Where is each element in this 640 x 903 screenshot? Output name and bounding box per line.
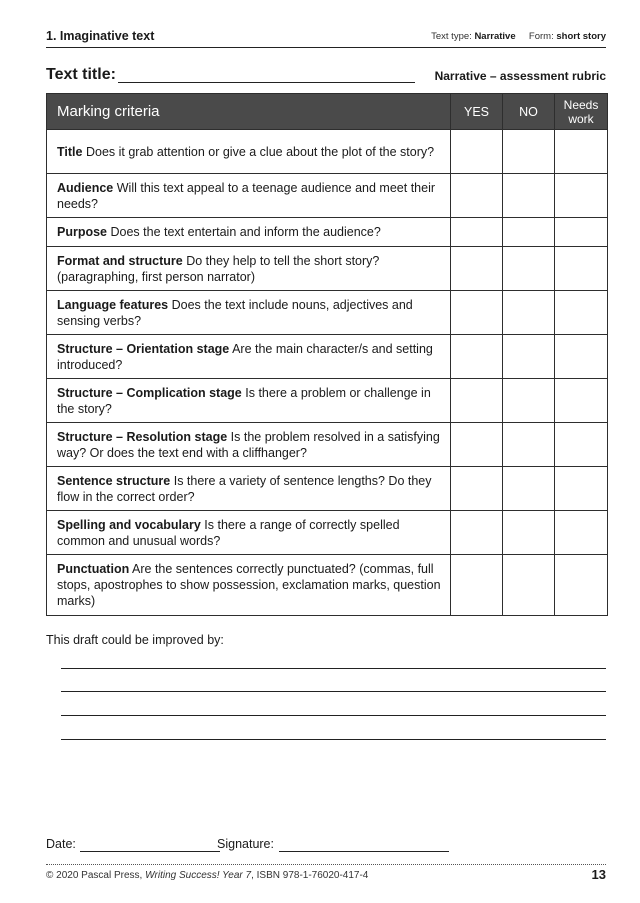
criterion-text: Is there a variety of sentence lengths? Do they flow in the correct order?	[57, 473, 432, 504]
no-checkbox[interactable]	[503, 291, 555, 335]
text-title-line[interactable]	[118, 82, 415, 83]
yes-checkbox[interactable]	[451, 130, 503, 174]
no-checkbox[interactable]	[503, 423, 555, 467]
no-checkbox[interactable]	[503, 555, 555, 616]
needs-work-checkbox[interactable]	[555, 218, 608, 247]
criterion-cell	[47, 174, 451, 218]
table-row	[47, 511, 608, 555]
criterion-label: Format and structure	[57, 253, 183, 268]
copyright-prefix: © 2020 Pascal Press,	[46, 870, 143, 881]
needs-work-checkbox[interactable]	[555, 511, 608, 555]
improvement-line-1[interactable]	[61, 668, 606, 669]
section-title: 1. Imaginative text	[46, 29, 155, 43]
criterion-cell	[47, 423, 451, 467]
signature-line[interactable]	[279, 851, 449, 852]
text-title-label: Text title:	[46, 66, 116, 83]
criterion-cell	[47, 130, 451, 174]
yes-checkbox[interactable]	[451, 555, 503, 616]
criterion-label: Audience	[57, 180, 114, 195]
criterion-cell	[47, 247, 451, 291]
no-checkbox[interactable]	[503, 174, 555, 218]
criterion-label: Purpose	[57, 225, 108, 239]
yes-checkbox[interactable]	[451, 291, 503, 335]
criterion-text: Are the main character/s and setting introduced?	[57, 341, 433, 372]
yes-checkbox[interactable]	[451, 218, 503, 247]
table-row	[47, 174, 608, 218]
criterion-label: Title	[57, 144, 83, 159]
needs-work-checkbox[interactable]	[555, 291, 608, 335]
no-checkbox[interactable]	[503, 130, 555, 174]
table-row	[47, 467, 608, 511]
needs-work-checkbox[interactable]	[555, 247, 608, 291]
criterion-label: Structure – Orientation stage	[57, 341, 230, 356]
no-checkbox[interactable]	[503, 379, 555, 423]
book-title: Writing Success! Year 7	[145, 870, 252, 881]
criterion-cell	[47, 555, 451, 616]
date-line[interactable]	[80, 851, 220, 852]
needs-work-checkbox[interactable]	[555, 467, 608, 511]
criterion-text: Will this text appeal to a teenage audience and meet their needs?	[57, 180, 436, 211]
yes-checkbox[interactable]	[451, 511, 503, 555]
criterion-text: Is there a problem or challenge in the story?	[57, 385, 431, 416]
criterion-label: Structure – Complication stage	[57, 385, 242, 400]
table-row	[47, 555, 608, 616]
form-value: short story	[556, 31, 606, 42]
yes-checkbox[interactable]	[451, 467, 503, 511]
improve-label: This draft could be improved by:	[46, 633, 224, 647]
needs-work-checkbox[interactable]	[555, 423, 608, 467]
footer-divider	[46, 864, 606, 865]
yes-checkbox[interactable]	[451, 247, 503, 291]
no-checkbox[interactable]	[503, 467, 555, 511]
yes-checkbox[interactable]	[451, 174, 503, 218]
criterion-cell	[47, 218, 451, 247]
page-header	[46, 27, 606, 48]
needs-work-checkbox[interactable]	[555, 555, 608, 616]
criterion-cell	[47, 511, 451, 555]
criterion-cell	[47, 467, 451, 511]
criterion-text: Is the problem resolved in a satisfying way? Or does the text end with a cliffhanger?	[57, 429, 440, 460]
date-label: Date:	[46, 837, 76, 851]
criterion-text: Is there a range of correctly spelled common and unusual words?	[57, 517, 400, 548]
text-type-value: Narrative	[474, 31, 516, 42]
criterion-label: Spelling and vocabulary	[57, 517, 201, 532]
improvement-line-2[interactable]	[61, 691, 606, 692]
page-number: 13	[591, 867, 606, 882]
criterion-text: Does the text include nouns, adjectives and sensing verbs?	[57, 297, 413, 328]
criterion-text: Do they help to tell the short story? (paragraphing, first person narrator)	[57, 253, 380, 284]
yes-checkbox[interactable]	[451, 423, 503, 467]
signature-label: Signature:	[217, 837, 274, 851]
text-type-meta	[431, 31, 606, 42]
criterion-label: Structure – Resolution stage	[57, 429, 228, 444]
criterion-cell	[47, 335, 451, 379]
criterion-text: Does the text entertain and inform the audience?	[110, 225, 381, 239]
needs-work-checkbox[interactable]	[555, 130, 608, 174]
header-needs-line1: Needs	[563, 97, 599, 112]
title-row	[46, 66, 606, 88]
table-row	[47, 379, 608, 423]
table-row	[47, 247, 608, 291]
no-checkbox[interactable]	[503, 218, 555, 247]
isbn-text: , ISBN 978-1-76020-417-4	[251, 870, 369, 881]
table-row	[47, 130, 608, 174]
text-type-label: Text type:	[431, 31, 472, 42]
criterion-cell	[47, 291, 451, 335]
improvement-line-3[interactable]	[61, 715, 606, 716]
criterion-text: Does it grab attention or give a clue about the plot of the story?	[85, 144, 435, 159]
date-signature-row	[46, 837, 606, 855]
footer-copyright	[46, 870, 368, 881]
criterion-label: Punctuation	[57, 562, 130, 576]
table-header-row	[47, 94, 608, 130]
needs-work-checkbox[interactable]	[555, 174, 608, 218]
yes-checkbox[interactable]	[451, 379, 503, 423]
improvement-line-4[interactable]	[61, 739, 606, 740]
header-needs-work	[555, 94, 608, 130]
no-checkbox[interactable]	[503, 335, 555, 379]
needs-work-checkbox[interactable]	[555, 379, 608, 423]
no-checkbox[interactable]	[503, 511, 555, 555]
header-marking-criteria: Marking criteria	[47, 94, 451, 130]
table-row	[47, 423, 608, 467]
rubric-label: Narrative – assessment rubric	[434, 69, 606, 83]
rubric-table	[46, 93, 608, 616]
header-no: NO	[503, 94, 555, 130]
table-row	[47, 335, 608, 379]
form-label: Form:	[528, 31, 554, 42]
table-row	[47, 218, 608, 247]
no-checkbox[interactable]	[503, 247, 555, 291]
criterion-cell	[47, 379, 451, 423]
criterion-label: Language features	[57, 297, 169, 312]
header-needs-line2: work	[568, 111, 594, 126]
criterion-label: Sentence structure	[57, 473, 171, 488]
needs-work-checkbox[interactable]	[555, 335, 608, 379]
yes-checkbox[interactable]	[451, 335, 503, 379]
table-row	[47, 291, 608, 335]
criterion-text: Are the sentences correctly punctuated? (commas, full stops, apostrophes to show possession, exclamation marks, question marks)	[57, 562, 441, 608]
header-yes: YES	[451, 94, 503, 130]
